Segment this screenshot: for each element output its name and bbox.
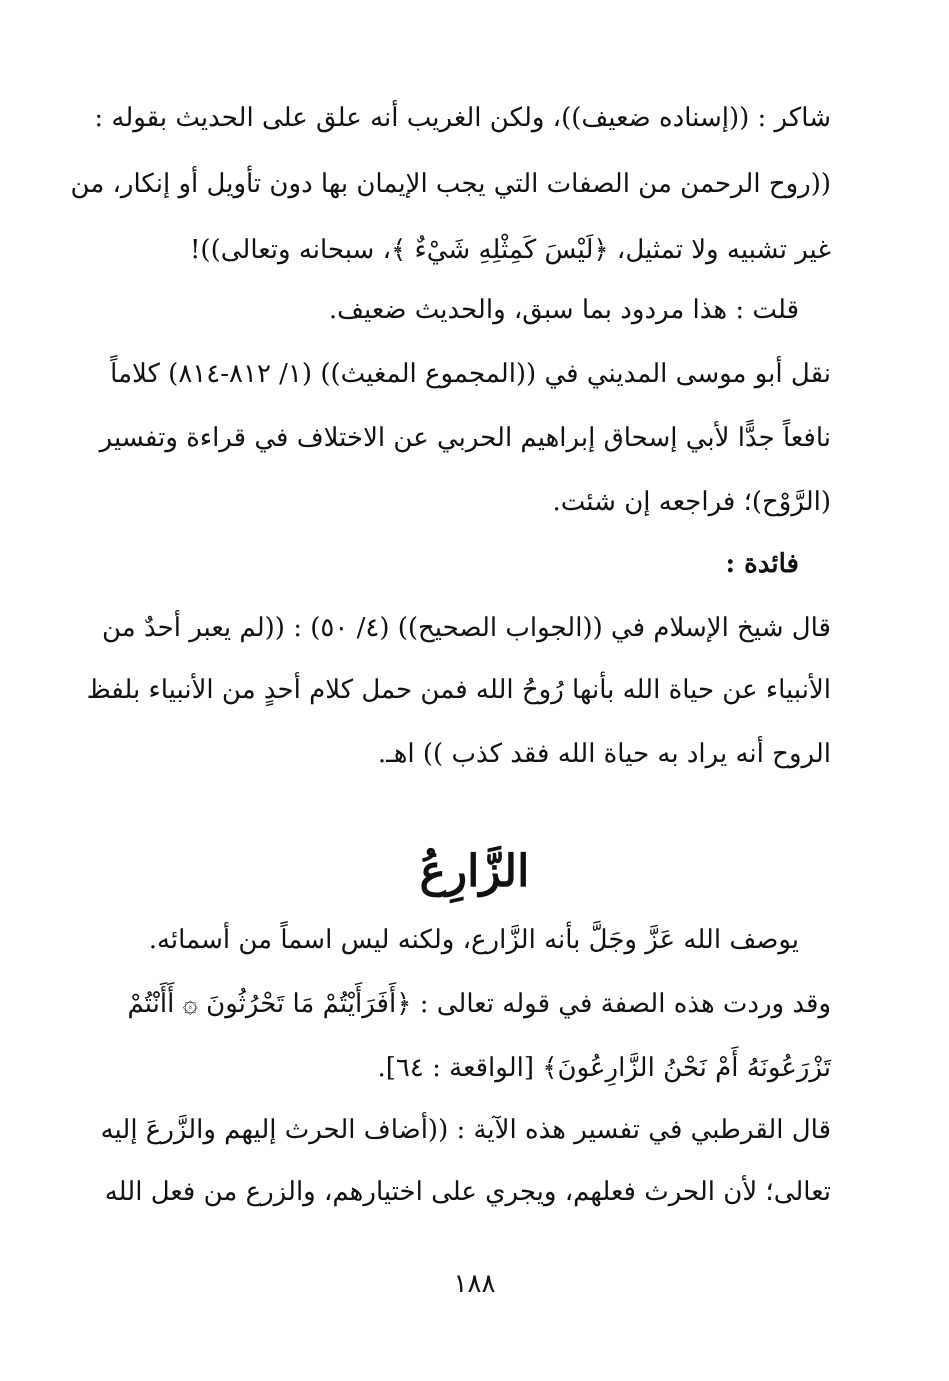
body-line: قال شيخ الإسلام في ((الجواب الصحيح)) (٤/ ٥٠) : ((لم يعبر أحدٌ من — [102, 613, 831, 643]
section-line: تَزْرَعُونَهُ أَمْ نَحْنُ الزَّارِعُونَ﴾ [الواقعة : ٦٤]. — [377, 1053, 831, 1083]
body-line: (الرَّوْح)؛ فراجعه إن شئت. — [552, 487, 831, 517]
section-line: قال القرطبي في تفسير هذه الآية : ((أضاف الحرث إليهم والزَّرعَ إليه — [100, 1115, 831, 1145]
subheading-faida: فائدة : — [725, 549, 799, 579]
section-heading: الزَّارِعُ — [419, 846, 530, 897]
body-line: نقل أبو موسى المديني في ((المجموع المغيث)) (١/ ٨١٢-٨١٤) كلاماً — [110, 359, 831, 389]
page-number: ١٨٨ — [453, 1269, 496, 1299]
body-line: غير تشبيه ولا تمثيل، ﴿لَيْسَ كَمِثْلِهِ شَيْءٌ ﴾، سبحانه وتعالى))! — [189, 235, 831, 265]
body-line: ((روح الرحمن من الصفات التي يجب الإيمان بها دون تأويل أو إنكار، من — [70, 169, 831, 199]
body-line: قلت : هذا مردود بما سبق، والحديث ضعيف. — [328, 295, 799, 325]
section-line: وقد وردت هذه الصفة في قوله تعالى : ﴿أَفَرَأَيْتُمْ مَا تَحْرُثُونَ ۞ أَأَنْتُمْ — [127, 989, 831, 1019]
section-line: يوصف الله عَزَّ وجَلَّ بأنه الزَّارع، ولكنه ليس اسماً من أسمائه. — [148, 925, 799, 955]
section-line: تعالى؛ لأن الحرث فعلهم، ويجري على اختيارهم، والزرع من فعل الله — [104, 1177, 831, 1207]
body-line: نافعاً جدًّا لأبي إسحاق إبراهيم الحربي عن الاختلاف في قراءة وتفسير — [99, 423, 831, 453]
body-line: شاكر : ((إسناده ضعيف))، ولكن الغريب أنه علق على الحديث بقوله : — [94, 103, 831, 133]
body-line: الروح أنه يراد به حياة الله فقد كذب )) اهـ. — [377, 739, 831, 769]
body-line: الأنبياء عن حياة الله بأنها رُوحُ الله فمن حمل كلام أحدٍ من الأنبياء بلفظ — [86, 675, 831, 705]
